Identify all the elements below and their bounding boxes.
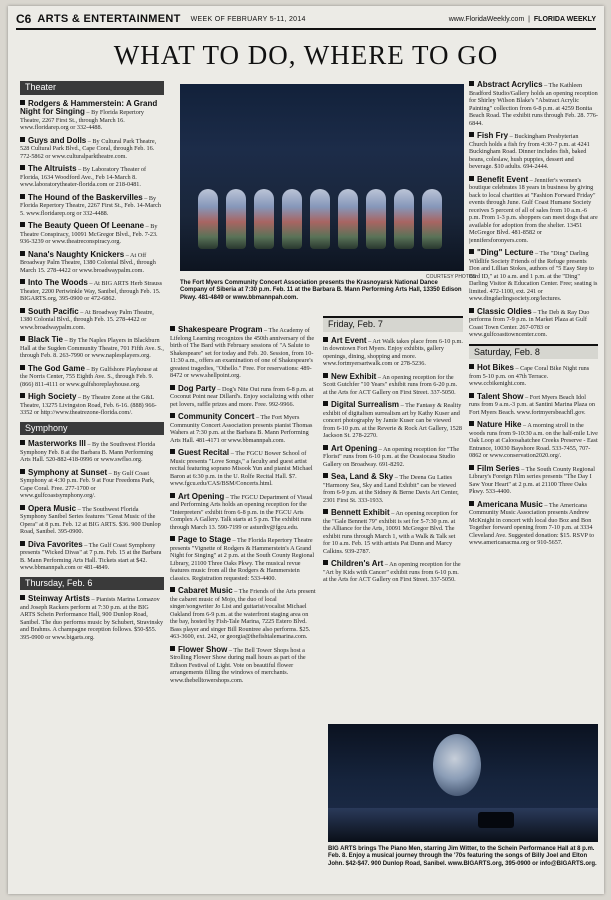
theater-heading: Theater xyxy=(20,81,164,95)
listing-name: Art Opening xyxy=(178,491,225,501)
bullet-icon xyxy=(469,465,474,470)
thursday-heading: Thursday, Feb. 6 xyxy=(20,577,164,591)
symphony-list xyxy=(20,440,164,572)
listing-item xyxy=(170,587,317,641)
column-2 xyxy=(170,326,317,894)
listing-text: – At BIG ARTS Herb Strauss Theater, 2200 Periwinkle Way, Sanibel, through Feb. 15. BIGARTS.org, 395-0900 or 472-6862. xyxy=(20,280,163,302)
listing-text: – The FGCU Department of Visual and Performing Arts holds an opening reception for the "Interpreters" exhibit from 6-8 p.m. in the FGCU Arts Complex A Gallery. Talk starts at 5 p.m. The exhibit runs through March 13. 590-7199 or asturdiv@fgcu.edu. xyxy=(170,493,313,531)
bullet-icon xyxy=(469,249,474,254)
bullet-icon xyxy=(20,365,25,370)
listing-item xyxy=(469,81,598,127)
bullet-icon xyxy=(323,373,328,378)
listing-text: – The Deb & Ray Duo performs from 7-9 p.m. in Market Plaza at Gulf Coast Town Center. 267-0783 or www.gulfcoasttowncenter.com. xyxy=(469,308,590,338)
listing-name: Shakespeare Program xyxy=(178,326,263,334)
listing-text: – The Friends of the Arts present the cabaret music of Mojo, the duo of local singer/songwriter Jo List and guitarist/vocalist Michael Oakland from 6-9 p.m. at the waterfront staging area on the bay, hosted by Fish-Tale Marina, 7225 Estero Blvd. Bass player and singer Bill Rountree also performs. $25. 463-3600, ext. 242, or georgia@thefishtalemarina.com. xyxy=(170,588,316,640)
bullet-icon xyxy=(20,440,25,445)
col2-list xyxy=(170,326,317,684)
listing-name: Children's Art xyxy=(331,559,384,568)
listing-text: – An opening reception for "The Florist" runs from 6-10 p.m. at the Ocasiocasa Studio Gallery on Broadway. 691-8292. xyxy=(323,445,460,468)
bullet-icon xyxy=(20,100,25,105)
bullet-icon xyxy=(469,132,474,137)
photo-credit: COURTESY PHOTOS xyxy=(426,274,477,280)
listing-name: South Pacific xyxy=(28,306,79,316)
bullet-icon xyxy=(323,337,328,342)
site-url[interactable]: www.FloridaWeekly.com xyxy=(448,15,525,23)
listing-item xyxy=(323,401,463,440)
bullet-icon xyxy=(20,469,25,474)
listing-item xyxy=(20,595,164,641)
listing-name: Sea, Land & Sky xyxy=(331,472,394,481)
listing-text: – An opening reception for the "Art by Kids with Cancer" exhibit runs from 6-10 p.m. at the Arts for ACT Gallery on First Street. 337-5050. xyxy=(323,561,461,583)
listing-text: – The Americana Community Music Association presents Andrew McKnight in concert with local duo Boz and Bon Together forward opening from 7-10 p.m. at 3334 Cleveland Ave. Suggested donation: $15. RSVP to www.americanacma.org or 910-5657. xyxy=(469,501,595,546)
listing-name: Flower Show xyxy=(178,644,228,654)
listing-text: – The Gulf Coast Symphony presents "Wicked Divas" at 7 p.m. Feb. 15 at the Barbara B. Mann Performing Arts Hall. Tickets start at $42. www.bbmannpah.com or 481-4849. xyxy=(20,541,162,571)
listing-text: – A morning stroll in the woods runs from 9-10:30 a.m. on the half-mile Live Oak Loop at Caloosahatchee Creeks Preserve - East Entrance, 10030 Bayshore Road. 533-7455, 707-0862 or www.conservation2020.org/. xyxy=(469,422,598,459)
listing-item xyxy=(20,365,164,389)
thursday-list xyxy=(20,595,164,641)
bullet-icon xyxy=(469,308,474,313)
page-title: WHAT TO DO, WHERE TO GO xyxy=(113,40,499,70)
bullet-icon xyxy=(20,505,25,510)
listing-text: – The "Ding" Darling Wildlife Society Friends of the Refuge presents Don and Lillian Stokes, authors of "5 Easy Step to Bird ID," at 10 a.m. and 1 p.m. at the "Ding" Darling Visitor & Education Center. Free; seating is limited. 472-1100, ext. 241 or www.dingdarlingsociety.org/lectures. xyxy=(469,250,598,302)
listing-text: – By Cultural Park Theatre, 528 Cultural Park Blvd., Cape Coral, through Feb. 16. 772-5862 or www.culturalparktheatre.com. xyxy=(20,137,157,160)
bullet-icon xyxy=(323,509,328,514)
listing-item xyxy=(20,279,164,303)
listing-name: Art Opening xyxy=(331,443,378,453)
listing-name: Diva Favorites xyxy=(28,539,83,549)
listing-item xyxy=(20,469,164,500)
listing-item xyxy=(469,364,598,388)
listing-text: – At Off Broadway Palm Theatre, 1380 Colonial Blvd., through March 15. 278-4422 or www.broadwaypalm.com. xyxy=(20,251,156,274)
listing-item xyxy=(20,336,164,360)
listing-name: High Society xyxy=(28,392,77,401)
listing-name: Masterworks III xyxy=(28,439,86,448)
bullet-icon xyxy=(170,493,175,498)
column-4 xyxy=(469,81,598,889)
listing-text: – The FGCU Bower School of Music presents "Love Songs," a faculty and guest artist recital featuring soprano Misook Yun and pianist Michael Baron at 6:30 p.m. in the U. Rolfe Recital Hall. $7. www.fgcu.edu/CAS/BSM/Concerts.html. xyxy=(170,450,313,487)
listing-name: Symphony at Sunset xyxy=(28,467,108,477)
listing-item xyxy=(469,421,598,460)
listing-item xyxy=(469,249,598,303)
page-number: C6 xyxy=(16,12,32,26)
bullet-icon xyxy=(20,541,25,546)
listing-item xyxy=(20,505,164,536)
listing-text: – Cape Coral Bike Night runs from 5-10 p.m. on 47th Terrace. www.ccbikenight.com. xyxy=(469,365,590,387)
listing-item xyxy=(323,473,463,504)
listing-name: Digital Surrealism xyxy=(331,400,400,409)
listing-item xyxy=(20,308,164,332)
listing-item xyxy=(170,413,317,444)
listing-name: Art Event xyxy=(331,335,367,345)
listing-text: – The Fantasy & Reality exhibit of digitalism surrealism art by Kathy Kuser and concert photography by Jamie Kuser can be viewed from 6-10 p.m. at the Reverie & Rock Art Gallery, 1528 Jackson St. 278-2270. xyxy=(323,402,462,439)
listing-item xyxy=(469,465,598,496)
listing-name: Film Series xyxy=(477,463,520,473)
listing-name: Page to Stage xyxy=(178,535,231,544)
dance-company-photo xyxy=(180,84,464,271)
bullet-icon xyxy=(469,81,474,86)
bullet-icon xyxy=(170,536,175,541)
listing-item xyxy=(323,509,463,555)
listing-text: – The Academy of Lifelong Learning recognizes the 450th anniversary of the birth of The Bard with February sessions of "A Salute to Shakespeare" set for today and Feb. 20. Session, from 10-11:30 a.m., offers an examination of one of Shakespeare's greatest tragedies, "Othello." Free. For reservations: 489-8472 or www.shellpoint.org. xyxy=(170,327,315,379)
listing-text: – Dog's Nite Out runs from 6-8 p.m. at Coconut Point near Dillard's. Enjoy socializing with other pet lovers, raffle prizes and more. Free. 992-9966. xyxy=(170,385,314,408)
listing-name: Cabaret Music xyxy=(178,586,233,595)
piano-men-caption: BIG ARTS brings The Piano Men, starring Jim Witter, to the Schein Performance Hall at 8 p.m. Feb. 8. Enjoy a musical journey through the '70s featuring the songs of Billy Joel and Elton John. $42-$47. 900 Dunlop Road, Sanibel. www.BIGARTS.org, 395-0900 or info@BIGARTS.org. xyxy=(328,846,597,867)
listing-item xyxy=(170,326,317,380)
newspaper-page xyxy=(8,6,604,894)
listing-name: Steinway Artists xyxy=(28,594,90,603)
bullet-icon xyxy=(20,308,25,313)
listing-item xyxy=(170,385,317,409)
listing-item xyxy=(323,337,463,368)
bullet-icon xyxy=(20,393,25,398)
listing-item xyxy=(20,541,164,572)
listing-name: Bennett Exhibit xyxy=(331,508,390,517)
listing-text: – The Bell Tower Shops host a Strolling Flower Show during mall hours as part of the Edison Festival of Light. Vote on beautiful flower arrangements filling the windows of merchants. www.thebelltowershops.com. xyxy=(170,646,306,684)
bullet-icon xyxy=(20,137,25,142)
listing-name: The God Game xyxy=(28,363,85,373)
listing-text: – The Florida Repertory Theatre presents "Vignette of Rodgers & Hammerstein's A Grand Night for Singing" at 2 p.m. at the South County Regional Library, 21100 Three Oaks Pkwy. The musical revue features music from all the Rodgers & Hammerstein classics. Registration requested: 533-4400. xyxy=(170,537,315,582)
listing-item xyxy=(20,194,164,218)
bullet-icon xyxy=(20,165,25,170)
listing-name: Hot Bikes xyxy=(477,363,514,372)
listing-text: – The Kathleen Bradford Studio/Gallery holds an opening reception for Shirley Wilson Blake's "Abstract Acrylic Painting" collection from 6-8 p.m. at 4259 Bonita Beach Road. The exhibit runs through Feb. 28. 776-6844. xyxy=(469,82,598,127)
listing-text: – An opening reception for the "Gale Bennett 79" exhibit is set for 5-7:30 p.m. at the Alliance for the Arts, 10091 McGregor Blvd. The exhibit runs through March 1, with a Walk & Talk set for 10 a.m. Feb. 15 with artists Pat Dunn and Marcy Calkins. 939-2787. xyxy=(323,510,458,555)
listing-item xyxy=(323,560,463,584)
listing-item xyxy=(20,222,164,246)
listing-text: – By the Southwest Florida Symphony Feb. 8 at the Barbara B. Mann Performing Arts Hall. 520-882-418-0996 or www.swflso.org. xyxy=(20,441,156,463)
listing-item xyxy=(20,100,164,132)
listing-item xyxy=(20,137,164,161)
listing-text: – The South County Regional Library's Foreign Film series presents "The Day I Saw Your Heart" at 2 p.m. at 21100 Three Oaks Pkwy. 533-4400. xyxy=(469,465,596,495)
listing-text: – By Theatre Conspiracy, 10091 McGregor Blvd., Feb. 7-23. 936-3239 or www.theatreconspiracy.org. xyxy=(20,223,158,245)
issue-week: WEEK OF FEBRUARY 5-11, 2014 xyxy=(190,15,306,23)
symphony-heading: Symphony xyxy=(20,422,164,436)
listing-name: Opera Music xyxy=(28,503,77,513)
listing-name: "Ding" Lecture xyxy=(477,248,534,257)
listing-item xyxy=(170,646,317,685)
listing-name: Guest Recital xyxy=(178,448,230,457)
listing-item xyxy=(469,308,598,339)
listing-item xyxy=(469,176,598,245)
listing-text: – By Gulfshore Playhouse at the Norris Center, 755 Eighth Ave. S., through Feb. 9. (866) 811-4111 or www.gulfshoreplayhouse.org. xyxy=(20,365,158,388)
listing-item xyxy=(20,165,164,189)
column-1 xyxy=(20,81,164,889)
bullet-icon xyxy=(20,336,25,341)
listing-name: Rodgers & Hammerstein: A Grand Night for Singing xyxy=(20,98,158,116)
listing-name: Americana Music xyxy=(477,499,543,509)
listing-text: – Fort Myers Beach Idol runs from 9 a.m.-3 p.m. at Santini Marina Plaza on Fort Myers Beach. www.fortmyersbeachfl.gov. xyxy=(469,393,595,416)
bullet-icon xyxy=(20,595,25,600)
bullet-icon xyxy=(469,421,474,426)
bullet-icon xyxy=(170,413,175,418)
header-right: www.FloridaWeekly.com | FLORIDA WEEKLY xyxy=(448,15,596,23)
friday-list xyxy=(323,337,463,584)
listing-name: Nature Hike xyxy=(477,420,522,429)
listing-text: – Buckingham Presbyterian Church holds a fish fry from 4:30-7 p.m. at 4241 Buckingham Road. Dinner includes fish, baked beans, coleslaw, hush puppies, dessert and beverage. $10 adults. 694-2444. xyxy=(469,133,590,170)
listing-name: The Altruists xyxy=(28,164,77,173)
listing-text: – Art Walk takes place from 6-10 p.m. in downtown Fort Myers. Enjoy exhibits, gallery openings, dining, shopping and more. www.fortmyersartwalk.com or 278-5236. xyxy=(323,337,463,367)
bullet-icon xyxy=(323,473,328,478)
listing-name: Talent Show xyxy=(477,391,524,401)
listing-text: – The Deena Gu Laties "Harmony Sea, Sky and Land Exhibit" can be viewed from 6-9 p.m. at the Sidney & Berne Davis Art Center, 2301 First St. 333-1933. xyxy=(323,474,459,504)
listing-item xyxy=(170,536,317,582)
listing-text: – Jennifer's women's boutique celebrates 18 years in business by giving back to local charities at "Fashion Forward Friday" events through June. Gulf Coast Humane Society receives 5 percent of all of sales from 10 a.m.-6 p.m. From 1-3 p.m. shoppers can meet dogs that are available for adoption from the shelter. 13451 McGregor Blvd. 481-8582 or jennifersforonyers.com. xyxy=(469,176,598,244)
listing-item xyxy=(20,393,164,417)
bullet-icon xyxy=(170,326,175,331)
dance-photo-caption: The Fort Myers Community Concert Association presents the Krasnoyarsk National Dance Company of Siberia at 7:30 p.m. Feb. 11 at the Barbara B. Mann Performing Arts Hall, 13350 Edison Pkwy. 481-4849 or www.bbmannpah.com. xyxy=(180,280,462,301)
bullet-icon xyxy=(20,279,25,284)
bullet-icon xyxy=(170,385,175,390)
col4-top-list xyxy=(469,81,598,339)
bullet-icon xyxy=(323,445,328,450)
listing-name: Guys and Dolls xyxy=(28,135,87,145)
page-header xyxy=(16,10,596,30)
bullet-icon xyxy=(170,449,175,454)
bullet-icon xyxy=(469,393,474,398)
listing-text: – Pianists Marina Lomazov and Joseph Rackers perform at 7:30 p.m. at the BIG ARTS Schein Performance Hall, 900 Dunlop Road, Sanibel. The duo performs music by Schubert, Stravinsky and Brahms. A champagne reception follows. $50-$55. 395-0900 or www.bigarts.org. xyxy=(20,596,164,641)
listing-name: Classic Oldies xyxy=(477,306,532,316)
listing-item xyxy=(170,449,317,488)
listing-item xyxy=(170,493,317,532)
listing-name: The Beauty Queen Of Leenane xyxy=(28,221,145,230)
listing-text: – By Gulf Coast Symphony at 4:30 p.m. Feb. 9 at Four Freedoms Park, Cape Coral. Free. 277-1700 or www.gulfcoastsymphony.org/. xyxy=(20,469,155,499)
theater-list xyxy=(20,100,164,417)
listing-name: Nana's Naughty Knickers xyxy=(28,249,125,259)
listing-text: – An opening reception for the Scott Gutchfer "10 Years" exhibit runs from 6-20 p.m. at the Arts for ACT Gallery on First Street. 337-5050. xyxy=(323,373,458,396)
friday-heading: Friday, Feb. 7 xyxy=(323,316,463,332)
bullet-icon xyxy=(323,401,328,406)
bullet-icon xyxy=(170,587,175,592)
listing-text: – By Florida Repertory Theatre, 2267 First St., through March 16. www.floridarep.org or 332-4488. xyxy=(20,109,144,131)
listing-text: – By Theatre Zone at the G&L Theatre, 13275 Livingston Road, Feb. 6-16. (888) 966-3352 or http://www.theatrezone-florida.com/. xyxy=(20,394,157,416)
listing-text: – The Fort Myers Community Concert Association presents pianist Thomas Wahers at 7:30 p.m. at the Barbara B. Mann Performing Arts Hall. 481-4171 or www.bbmannpah.com. xyxy=(170,414,313,444)
listing-name: Benefit Event xyxy=(477,174,529,184)
listing-text: – By Florida Repertory Theatre, 2267 First St., Feb. 14-March 5. www.floridarep.org or 332-4488. xyxy=(20,194,161,217)
bullet-icon xyxy=(469,176,474,181)
listing-name: Into The Woods xyxy=(28,278,88,287)
listing-item xyxy=(323,445,463,469)
listing-name: Abstract Acrylics xyxy=(477,81,543,89)
listing-item xyxy=(20,440,164,464)
saturday-list xyxy=(469,364,598,547)
listing-item xyxy=(469,393,598,417)
column-3 xyxy=(323,316,463,726)
listing-name: Community Concert xyxy=(178,412,255,421)
listing-name: Dog Party xyxy=(178,383,216,393)
listing-item xyxy=(469,132,598,171)
listing-text: – The Southwest Florida Symphony Sanibel Series features "Great Music of the Opera" at 8 p.m. Feb. 12 at BIG ARTS. $36. 900 Dunlop Road, Sanibel. 395-0900. xyxy=(20,505,161,535)
paper-name: FLORIDA WEEKLY xyxy=(533,15,596,23)
bullet-icon xyxy=(20,194,25,199)
bullet-icon xyxy=(20,222,25,227)
bullet-icon xyxy=(469,501,474,506)
bullet-icon xyxy=(323,560,328,565)
listing-text: – By The Naples Players in Blackburn Hall at the Sugden Community Theatre, 701 Fifth Ave. S., through Feb. 8. 263-7990 or www.naplesplayers.org. xyxy=(20,337,164,359)
bullet-icon xyxy=(469,364,474,369)
bullet-icon xyxy=(20,251,25,256)
saturday-heading: Saturday, Feb. 8 xyxy=(469,344,598,360)
listing-item xyxy=(469,501,598,547)
listing-name: Fish Fry xyxy=(477,131,509,140)
listing-name: Black Tie xyxy=(28,335,63,344)
listing-text: – At Broadway Palm Theatre, 1380 Colonial Blvd., through Feb. 15. 278-4422 or www.broadwaypalm.com. xyxy=(20,308,154,331)
listing-item xyxy=(323,373,463,397)
listing-name: New Exhibit xyxy=(331,371,377,381)
listing-text: – By Laboratory Theater of Florida, 1634 Woodford Ave., Feb 14-March 8. www.laboratorytheater-florida.com or 218-0481. xyxy=(20,166,147,188)
section-name: ARTS & ENTERTAINMENT xyxy=(37,13,181,25)
listing-item xyxy=(20,251,164,275)
bullet-icon xyxy=(170,646,175,651)
listing-name: The Hound of the Baskervilles xyxy=(28,192,143,202)
